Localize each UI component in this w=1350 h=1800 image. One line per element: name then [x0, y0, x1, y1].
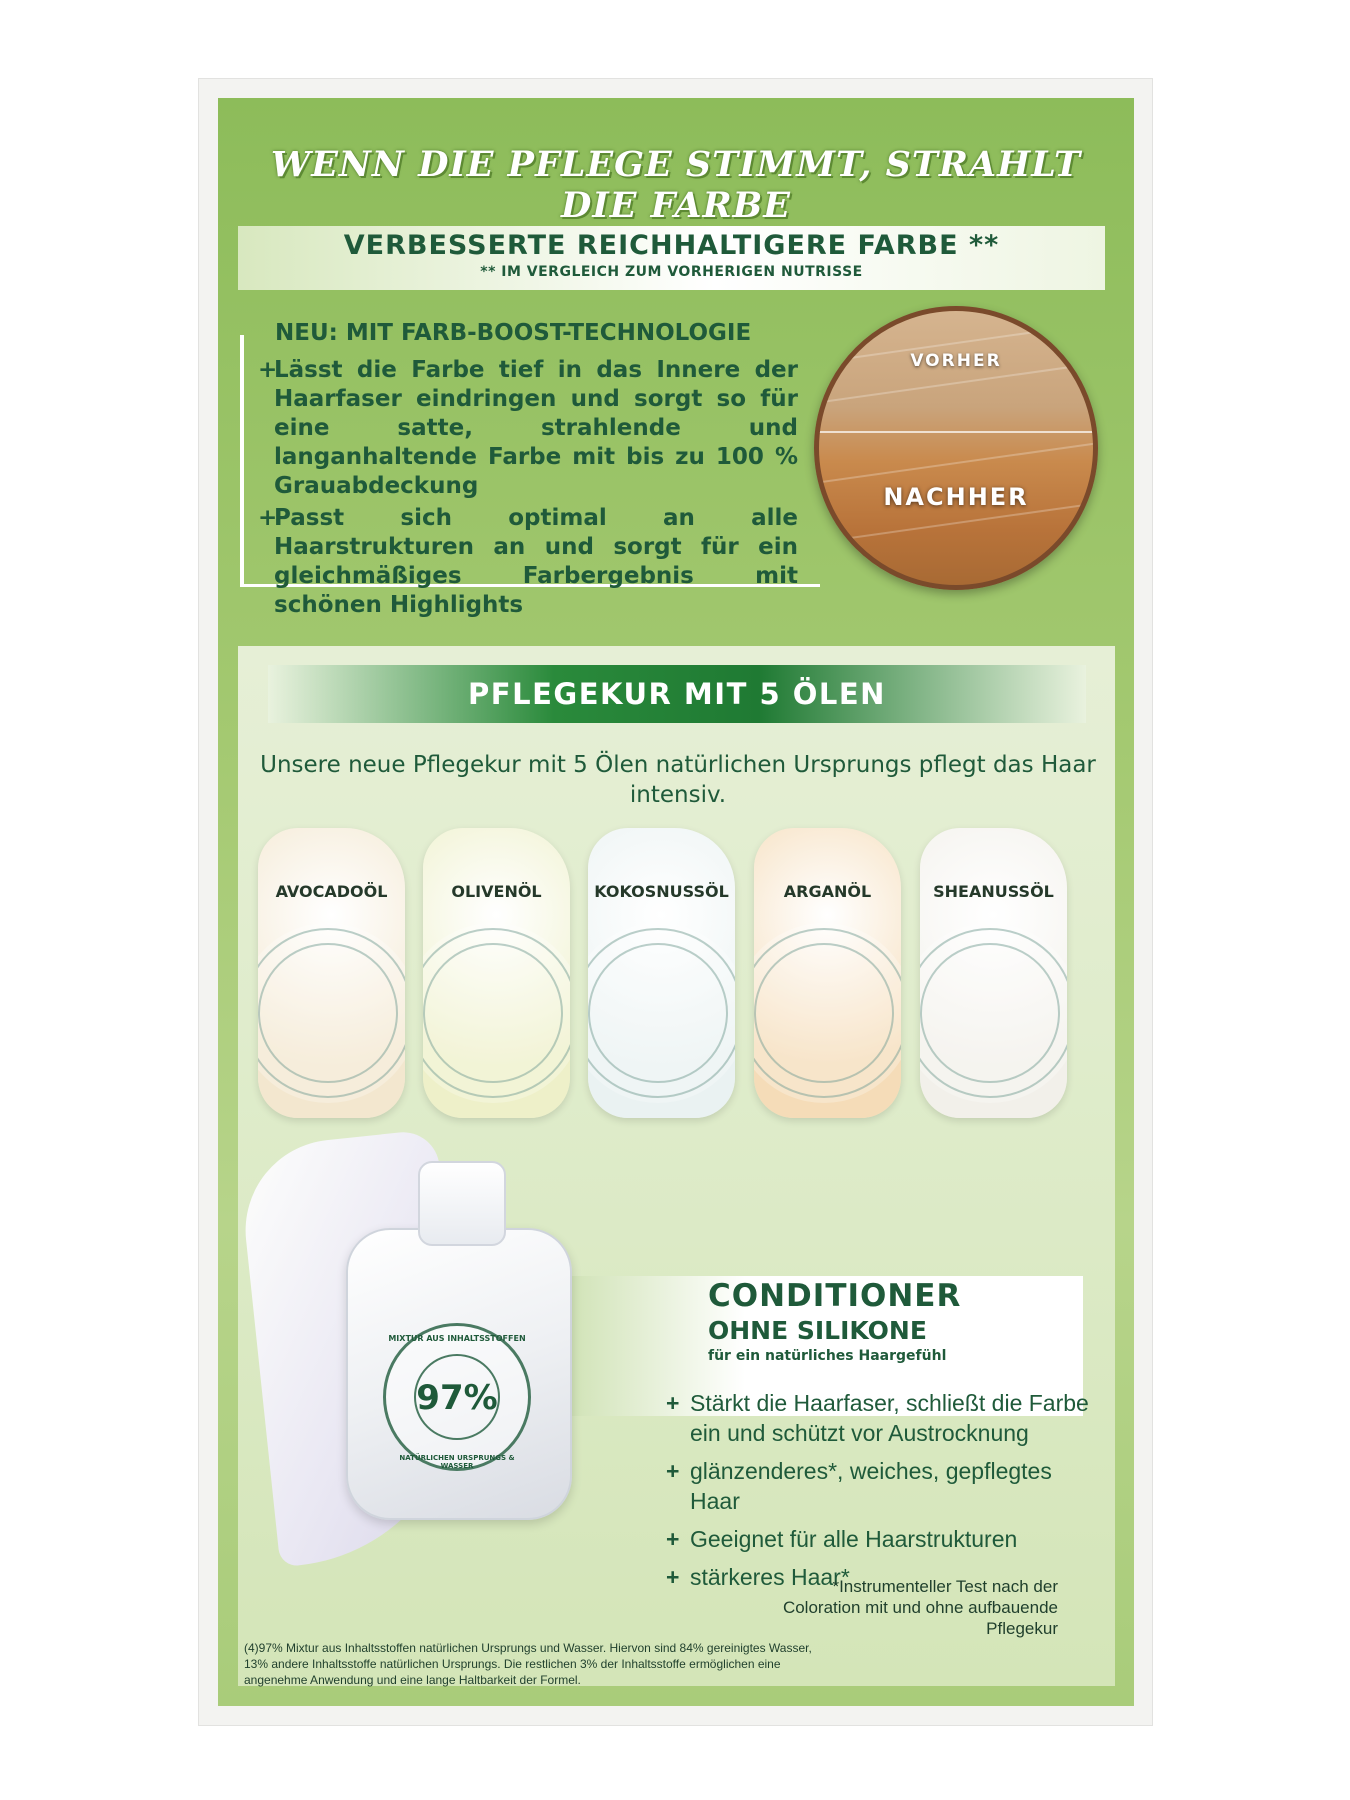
conditioner-bullet: + Stärkt die Haarfaser, schließt die Farbe ein und schützt vor Austrocknung	[666, 1390, 1089, 1446]
footnote-formula: (4)97% Mixtur aus Inhaltsstoffen natürlichen Ursprungs und Wasser. Hiervon sind 84% gereinigtes Wasser, 13% andere Inhaltsstoffe natürlichen Ursprungs. Die restlichen 3% der Inhaltsstoffe ermöglichen eine angenehme Anwendung und eine lange Haltbarkeit der Formel.	[244, 1641, 812, 1687]
oil-label: SHEANUSSÖL	[933, 882, 1054, 901]
oil-card-avocado	[258, 828, 405, 1118]
oil-card-argan	[754, 828, 901, 1118]
seal-bottom-text: NATÜRLICHEN URSPRUNGS & WASSER	[399, 1454, 515, 1470]
oil-glass-ring	[588, 943, 728, 1083]
oil-glass-ring	[754, 943, 894, 1083]
boost-title: NEU: MIT FARB-BOOST-TECHNOLOGIE	[275, 320, 752, 346]
before-label: VORHER	[910, 351, 1002, 371]
hair-before-after-image	[814, 306, 1098, 590]
conditioner-bullet: + Geeignet für alle Haarstrukturen	[666, 1526, 1018, 1552]
color-banner	[238, 226, 1105, 290]
oil-label: OLIVENÖL	[451, 882, 542, 901]
boost-bullet: + Passt sich optimal an alle Haarstrukturen an und sorgt für ein gleichmäßiges Farbergebnis mit schönen Highlights	[258, 505, 798, 618]
oil-card-coconut	[588, 828, 735, 1118]
natural-origin-seal	[383, 1323, 531, 1471]
conditioner-subtitle: OHNE SILIKONE	[708, 1316, 927, 1345]
oils-banner	[268, 665, 1086, 723]
oils-intro: Unsere neue Pflegekur mit 5 Ölen natürlichen Ursprungs pflegt das Haar intensiv.	[260, 752, 1096, 808]
conditioner-bullets	[666, 1388, 1106, 1600]
after-label: NACHHER	[883, 483, 1029, 511]
conditioner-tagline: für ein natürliches Haargefühl	[708, 1348, 947, 1364]
bottle-cap	[418, 1161, 506, 1246]
conditioner-bullet: + stärkeres Haar*	[666, 1564, 850, 1590]
green-panel	[218, 98, 1134, 1706]
color-banner-subtitle: ** IM VERGLEICH ZUM VORHERIGEN NUTRISSE	[480, 264, 863, 280]
oil-card-olive	[423, 828, 570, 1118]
oil-label: KOKOSNUSSÖL	[594, 882, 729, 901]
boost-bullets	[258, 356, 798, 623]
oil-glass-ring	[423, 943, 563, 1083]
conditioner-bullet: + glänzenderes*, weiches, gepflegtes Haar	[666, 1458, 1052, 1514]
boost-bullet: + Lässt die Farbe tief in das Innere der Haarfaser eindringen und sorgt so für eine satte, strahlende und langanhaltende Farbe mit bis zu 100 % Grauabdeckung	[258, 357, 798, 499]
oils-banner-title: PFLEGEKUR MIT 5 ÖLEN	[468, 677, 886, 711]
divider	[819, 431, 1093, 433]
oil-glass-ring	[920, 943, 1060, 1083]
oil-card-shea	[920, 828, 1067, 1118]
headline: WENN DIE PFLEGE STIMMT, STRAHLT DIE FARBE	[270, 144, 1082, 226]
oil-label: AVOCADOÖL	[275, 882, 388, 901]
oil-label: ARGANÖL	[783, 882, 872, 901]
oil-glass-ring	[258, 943, 398, 1083]
conditioner-title: CONDITIONER	[708, 1278, 962, 1314]
color-banner-title: VERBESSERTE REICHHALTIGERE FARBE **	[343, 230, 1000, 261]
seal-percent: 97%	[416, 1378, 498, 1418]
seal-top-text: MIXTUR AUS INHALTSSTOFFEN	[388, 1334, 526, 1343]
footnote-instrumental-test: *Instrumenteller Test nach der Coloration mit und ohne aufbauende Pflegekur	[782, 1577, 1058, 1638]
